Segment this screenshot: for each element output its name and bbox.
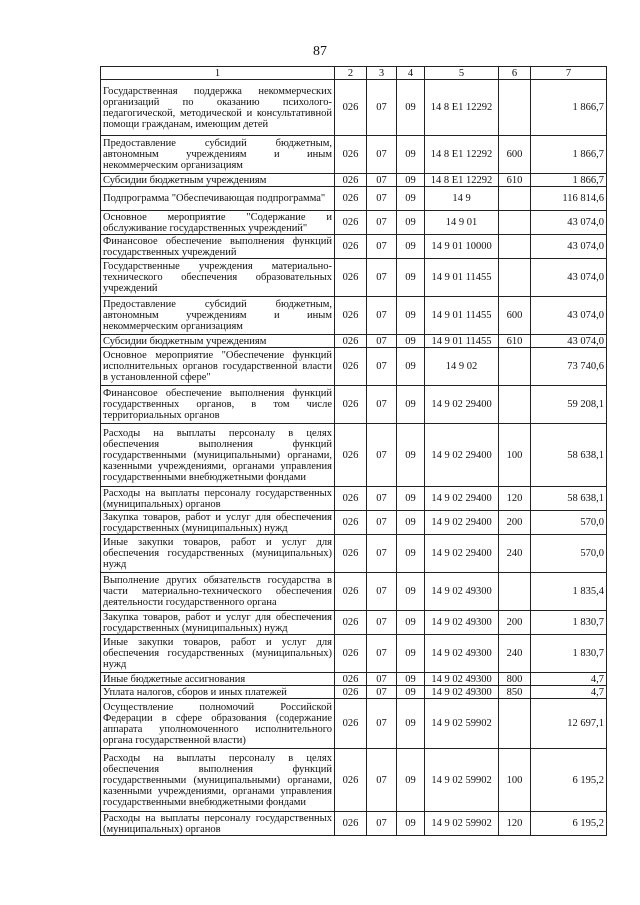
row-section-cell: 07 xyxy=(367,487,397,511)
row-section-cell: 07 xyxy=(367,573,397,611)
row-subsection-cell: 09 xyxy=(397,511,425,535)
row-target-article-cell: 14 9 02 59902 xyxy=(425,749,499,812)
row-subsection-cell: 09 xyxy=(397,297,425,335)
row-name-cell: Расходы на выплаты персоналу в целях обеспечения выполнения функций государственными (муниципальными) органами, казенными учреждениями, органами управления государственными внебюджетными фондами xyxy=(101,424,335,487)
row-name-cell: Расходы на выплаты персоналу государственных (муниципальных) органов xyxy=(101,487,335,511)
row-amount-cell: 6 195,2 xyxy=(531,812,607,836)
row-target-article-cell: 14 9 01 11455 xyxy=(425,259,499,297)
row-expense-type-cell xyxy=(499,573,531,611)
row-amount-cell: 73 740,6 xyxy=(531,348,607,386)
row-name-cell: Уплата налогов, сборов и иных платежей xyxy=(101,686,335,699)
row-section-cell: 07 xyxy=(367,211,397,235)
row-section-cell: 07 xyxy=(367,635,397,673)
row-expense-type-cell xyxy=(499,259,531,297)
row-section-cell: 07 xyxy=(367,611,397,635)
row-name-cell: Подпрограмма "Обеспечивающая подпрограмма" xyxy=(101,187,335,211)
row-expense-type-cell: 200 xyxy=(499,511,531,535)
row-admin-code-cell: 026 xyxy=(335,511,367,535)
row-admin-code-cell: 026 xyxy=(335,348,367,386)
row-section-cell: 07 xyxy=(367,812,397,836)
row-target-article-cell: 14 9 01 11455 xyxy=(425,335,499,348)
row-amount-cell: 12 697,1 xyxy=(531,699,607,749)
row-admin-code-cell: 026 xyxy=(335,812,367,836)
row-name-cell: Расходы на выплаты персоналу в целях обеспечения выполнения функций государственными (муниципальными) органами, казенными учреждениями, органами управления государственными внебюджетными фондами xyxy=(101,749,335,812)
row-admin-code-cell: 026 xyxy=(335,749,367,812)
row-target-article-cell: 14 8 Е1 12292 xyxy=(425,174,499,187)
row-expense-type-cell: 100 xyxy=(499,749,531,812)
row-subsection-cell: 09 xyxy=(397,573,425,611)
row-subsection-cell: 09 xyxy=(397,235,425,259)
row-section-cell: 07 xyxy=(367,259,397,297)
row-expense-type-cell: 800 xyxy=(499,673,531,686)
row-expense-type-cell: 240 xyxy=(499,535,531,573)
row-subsection-cell: 09 xyxy=(397,686,425,699)
row-subsection-cell: 09 xyxy=(397,749,425,812)
row-section-cell: 07 xyxy=(367,535,397,573)
row-section-cell: 07 xyxy=(367,749,397,812)
table-row xyxy=(101,812,607,836)
row-target-article-cell: 14 9 02 29400 xyxy=(425,535,499,573)
row-subsection-cell: 09 xyxy=(397,699,425,749)
row-subsection-cell: 09 xyxy=(397,635,425,673)
table-row xyxy=(101,699,607,749)
row-target-article-cell: 14 8 Е1 12292 xyxy=(425,80,499,136)
row-target-article-cell: 14 9 01 xyxy=(425,211,499,235)
row-section-cell: 07 xyxy=(367,386,397,424)
row-amount-cell: 59 208,1 xyxy=(531,386,607,424)
row-subsection-cell: 09 xyxy=(397,348,425,386)
row-name-cell: Расходы на выплаты персоналу государственных (муниципальных) органов xyxy=(101,812,335,836)
row-subsection-cell: 09 xyxy=(397,611,425,635)
row-section-cell: 07 xyxy=(367,235,397,259)
row-name-cell: Основное мероприятие "Обеспечение функций исполнительных органов государственной власти в установленной сфере" xyxy=(101,348,335,386)
row-amount-cell: 1 835,4 xyxy=(531,573,607,611)
row-section-cell: 07 xyxy=(367,673,397,686)
row-section-cell: 07 xyxy=(367,136,397,174)
row-admin-code-cell: 026 xyxy=(335,424,367,487)
row-target-article-cell: 14 9 02 29400 xyxy=(425,424,499,487)
row-expense-type-cell: 600 xyxy=(499,297,531,335)
row-expense-type-cell xyxy=(499,386,531,424)
row-expense-type-cell: 240 xyxy=(499,635,531,673)
header-col-5: 5 xyxy=(425,67,499,80)
row-subsection-cell: 09 xyxy=(397,535,425,573)
row-name-cell: Закупка товаров, работ и услуг для обеспечения государственных (муниципальных) нужд xyxy=(101,611,335,635)
row-admin-code-cell: 026 xyxy=(335,297,367,335)
row-section-cell: 07 xyxy=(367,174,397,187)
row-section-cell: 07 xyxy=(367,424,397,487)
row-section-cell: 07 xyxy=(367,187,397,211)
row-expense-type-cell: 100 xyxy=(499,424,531,487)
row-amount-cell: 4,7 xyxy=(531,673,607,686)
row-admin-code-cell: 026 xyxy=(335,235,367,259)
row-subsection-cell: 09 xyxy=(397,335,425,348)
row-subsection-cell: 09 xyxy=(397,259,425,297)
row-target-article-cell: 14 9 02 59902 xyxy=(425,699,499,749)
row-target-article-cell: 14 9 02 49300 xyxy=(425,673,499,686)
row-target-article-cell: 14 9 xyxy=(425,187,499,211)
row-expense-type-cell xyxy=(499,235,531,259)
table-header-row xyxy=(101,67,607,80)
row-target-article-cell: 14 9 02 xyxy=(425,348,499,386)
row-subsection-cell: 09 xyxy=(397,174,425,187)
row-expense-type-cell xyxy=(499,348,531,386)
row-name-cell: Выполнение других обязательств государства в части материально-технического обеспечения деятельности государственного органа xyxy=(101,573,335,611)
row-subsection-cell: 09 xyxy=(397,136,425,174)
header-col-3: 3 xyxy=(367,67,397,80)
row-name-cell: Закупка товаров, работ и услуг для обеспечения государственных (муниципальных) нужд xyxy=(101,511,335,535)
row-name-cell: Субсидии бюджетным учреждениям xyxy=(101,335,335,348)
row-subsection-cell: 09 xyxy=(397,187,425,211)
table-row xyxy=(101,424,607,487)
row-amount-cell: 6 195,2 xyxy=(531,749,607,812)
row-expense-type-cell: 600 xyxy=(499,136,531,174)
row-admin-code-cell: 026 xyxy=(335,635,367,673)
row-amount-cell: 116 814,6 xyxy=(531,187,607,211)
row-admin-code-cell: 026 xyxy=(335,211,367,235)
row-amount-cell: 570,0 xyxy=(531,511,607,535)
page-number: 87 xyxy=(313,44,327,59)
table-row xyxy=(101,187,607,211)
row-admin-code-cell: 026 xyxy=(335,699,367,749)
row-amount-cell: 570,0 xyxy=(531,535,607,573)
header-col-1: 1 xyxy=(101,67,335,80)
table-row xyxy=(101,136,607,174)
row-name-cell: Основное мероприятие "Содержание и обслуживание государственных учреждений" xyxy=(101,211,335,235)
table-row xyxy=(101,635,607,673)
row-expense-type-cell: 120 xyxy=(499,812,531,836)
table-body xyxy=(101,80,607,836)
row-name-cell: Предоставление субсидий бюджетным, автономным учреждениям и иным некоммерческим организациям xyxy=(101,297,335,335)
row-target-article-cell: 14 9 02 29400 xyxy=(425,511,499,535)
row-target-article-cell: 14 9 02 49300 xyxy=(425,611,499,635)
row-admin-code-cell: 026 xyxy=(335,174,367,187)
row-admin-code-cell: 026 xyxy=(335,259,367,297)
header-col-6: 6 xyxy=(499,67,531,80)
table-row xyxy=(101,535,607,573)
row-admin-code-cell: 026 xyxy=(335,686,367,699)
row-amount-cell: 43 074,0 xyxy=(531,259,607,297)
row-subsection-cell: 09 xyxy=(397,487,425,511)
row-target-article-cell: 14 9 01 11455 xyxy=(425,297,499,335)
row-name-cell: Финансовое обеспечение выполнения функций государственных органов, в том числе территориальных органов xyxy=(101,386,335,424)
row-section-cell: 07 xyxy=(367,335,397,348)
row-name-cell: Иные бюджетные ассигнования xyxy=(101,673,335,686)
row-subsection-cell: 09 xyxy=(397,211,425,235)
row-amount-cell: 43 074,0 xyxy=(531,211,607,235)
row-section-cell: 07 xyxy=(367,699,397,749)
row-target-article-cell: 14 9 02 29400 xyxy=(425,386,499,424)
row-admin-code-cell: 026 xyxy=(335,535,367,573)
table-row xyxy=(101,749,607,812)
row-expense-type-cell: 200 xyxy=(499,611,531,635)
row-amount-cell: 43 074,0 xyxy=(531,335,607,348)
budget-table xyxy=(100,66,607,836)
row-section-cell: 07 xyxy=(367,348,397,386)
row-name-cell: Государственные учреждения материально-технического обеспечения образовательных учреждений xyxy=(101,259,335,297)
table-row xyxy=(101,673,607,686)
row-target-article-cell: 14 8 Е1 12292 xyxy=(425,136,499,174)
row-admin-code-cell: 026 xyxy=(335,187,367,211)
table-row xyxy=(101,573,607,611)
row-admin-code-cell: 026 xyxy=(335,136,367,174)
row-target-article-cell: 14 9 02 49300 xyxy=(425,573,499,611)
table-row xyxy=(101,348,607,386)
table-row xyxy=(101,686,607,699)
row-amount-cell: 1 866,7 xyxy=(531,136,607,174)
row-section-cell: 07 xyxy=(367,511,397,535)
row-admin-code-cell: 026 xyxy=(335,335,367,348)
table-row xyxy=(101,174,607,187)
row-name-cell: Иные закупки товаров, работ и услуг для обеспечения государственных (муниципальных) нужд xyxy=(101,535,335,573)
header-col-4: 4 xyxy=(397,67,425,80)
row-target-article-cell: 14 9 01 10000 xyxy=(425,235,499,259)
table-row xyxy=(101,386,607,424)
row-admin-code-cell: 026 xyxy=(335,573,367,611)
table-row xyxy=(101,211,607,235)
row-subsection-cell: 09 xyxy=(397,673,425,686)
row-subsection-cell: 09 xyxy=(397,386,425,424)
row-admin-code-cell: 026 xyxy=(335,80,367,136)
row-amount-cell: 4,7 xyxy=(531,686,607,699)
row-admin-code-cell: 026 xyxy=(335,386,367,424)
row-amount-cell: 1 866,7 xyxy=(531,174,607,187)
table-row xyxy=(101,511,607,535)
row-subsection-cell: 09 xyxy=(397,812,425,836)
row-name-cell: Предоставление субсидий бюджетным, автономным учреждениям и иным некоммерческим организациям xyxy=(101,136,335,174)
row-name-cell: Субсидии бюджетным учреждениям xyxy=(101,174,335,187)
table-row xyxy=(101,611,607,635)
row-target-article-cell: 14 9 02 49300 xyxy=(425,635,499,673)
row-target-article-cell: 14 9 02 49300 xyxy=(425,686,499,699)
row-name-cell: Осуществление полномочий Российской Федерации в сфере образования (содержание аппарата уполномоченного исполнительного органа государственной власти) xyxy=(101,699,335,749)
row-expense-type-cell: 120 xyxy=(499,487,531,511)
row-expense-type-cell: 850 xyxy=(499,686,531,699)
row-amount-cell: 58 638,1 xyxy=(531,424,607,487)
header-col-7: 7 xyxy=(531,67,607,80)
row-target-article-cell: 14 9 02 59902 xyxy=(425,812,499,836)
row-section-cell: 07 xyxy=(367,80,397,136)
row-admin-code-cell: 026 xyxy=(335,673,367,686)
row-amount-cell: 43 074,0 xyxy=(531,235,607,259)
row-subsection-cell: 09 xyxy=(397,424,425,487)
row-name-cell: Иные закупки товаров, работ и услуг для обеспечения государственных (муниципальных) нужд xyxy=(101,635,335,673)
row-amount-cell: 58 638,1 xyxy=(531,487,607,511)
row-section-cell: 07 xyxy=(367,686,397,699)
row-target-article-cell: 14 9 02 29400 xyxy=(425,487,499,511)
row-subsection-cell: 09 xyxy=(397,80,425,136)
row-expense-type-cell xyxy=(499,699,531,749)
row-amount-cell: 1 866,7 xyxy=(531,80,607,136)
table-row xyxy=(101,80,607,136)
row-amount-cell: 43 074,0 xyxy=(531,297,607,335)
row-amount-cell: 1 830,7 xyxy=(531,611,607,635)
row-expense-type-cell xyxy=(499,187,531,211)
table-row xyxy=(101,259,607,297)
header-col-2: 2 xyxy=(335,67,367,80)
table-row xyxy=(101,335,607,348)
table-row xyxy=(101,235,607,259)
table-row xyxy=(101,297,607,335)
row-expense-type-cell xyxy=(499,80,531,136)
row-name-cell: Государственная поддержка некоммерческих организаций по оказанию психолого-педагогической, методической и консультативной помощи гражданам, имеющим детей xyxy=(101,80,335,136)
row-expense-type-cell: 610 xyxy=(499,335,531,348)
row-expense-type-cell xyxy=(499,211,531,235)
row-amount-cell: 1 830,7 xyxy=(531,635,607,673)
row-expense-type-cell: 610 xyxy=(499,174,531,187)
row-admin-code-cell: 026 xyxy=(335,611,367,635)
row-admin-code-cell: 026 xyxy=(335,487,367,511)
row-section-cell: 07 xyxy=(367,297,397,335)
row-name-cell: Финансовое обеспечение выполнения функций государственных учреждений xyxy=(101,235,335,259)
table-row xyxy=(101,487,607,511)
